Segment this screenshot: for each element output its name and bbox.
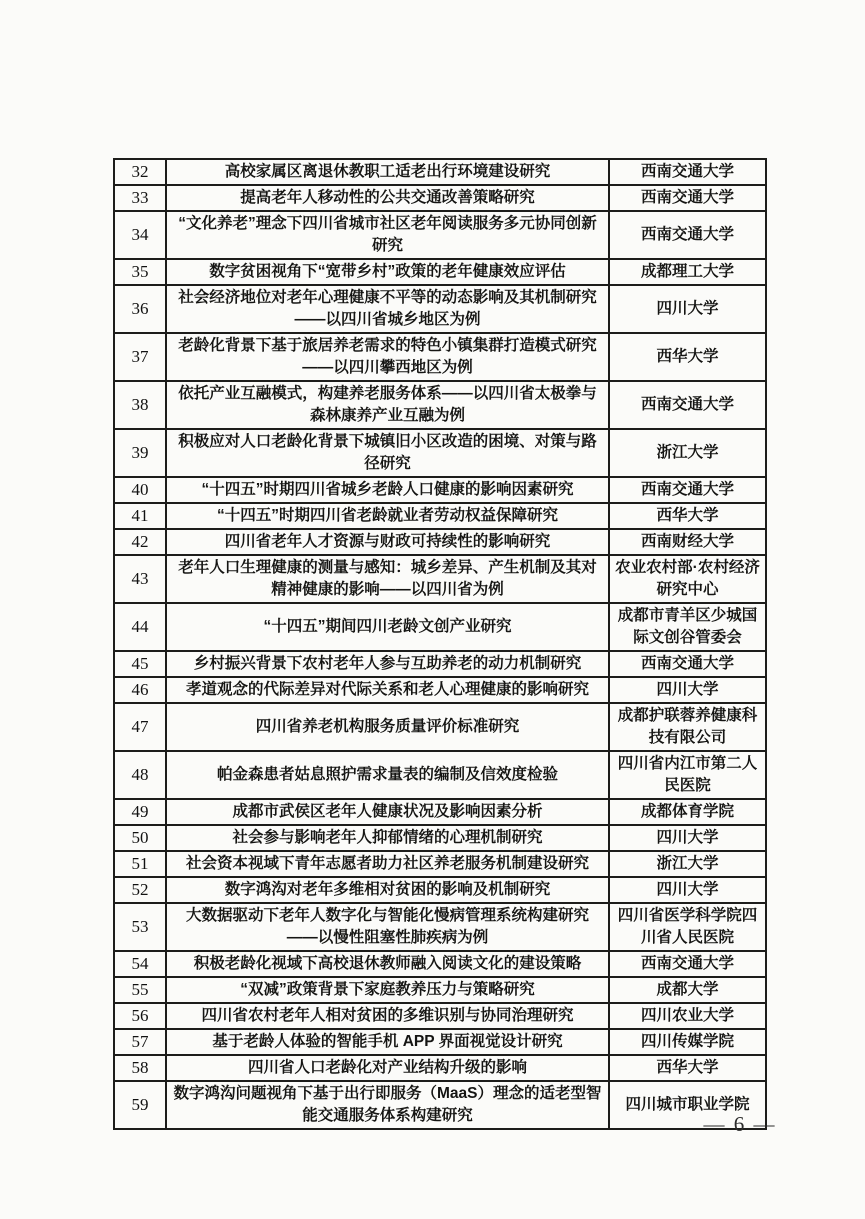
row-number-cell: 57 xyxy=(114,1029,166,1055)
institution-cell: 四川传媒学院 xyxy=(609,1029,766,1055)
institution-cell: 四川大学 xyxy=(609,825,766,851)
table-row xyxy=(114,477,766,503)
row-number-cell: 40 xyxy=(114,477,166,503)
project-title-cell: 四川省人口老龄化对产业结构升级的影响 xyxy=(166,1055,609,1081)
project-title-cell: 老龄化背景下基于旅居养老需求的特色小镇集群打造模式研究——以四川攀西地区为例 xyxy=(166,333,609,381)
project-title-cell: 孝道观念的代际差异对代际关系和老人心理健康的影响研究 xyxy=(166,677,609,703)
row-number-cell: 53 xyxy=(114,903,166,951)
project-title-cell: 基于老龄人体验的智能手机 APP 界面视觉设计研究 xyxy=(166,1029,609,1055)
table-row xyxy=(114,703,766,751)
row-number-cell: 50 xyxy=(114,825,166,851)
institution-cell: 四川省内江市第二人民医院 xyxy=(609,751,766,799)
row-number-cell: 37 xyxy=(114,333,166,381)
project-title-cell: “文化养老”理念下四川省城市社区老年阅读服务多元协同创新研究 xyxy=(166,211,609,259)
project-title-cell: 社会经济地位对老年心理健康不平等的动态影响及其机制研究——以四川省城乡地区为例 xyxy=(166,285,609,333)
table-row xyxy=(114,159,766,185)
institution-cell: 成都理工大学 xyxy=(609,259,766,285)
institution-cell: 四川省医学科学院四川省人民医院 xyxy=(609,903,766,951)
row-number-cell: 46 xyxy=(114,677,166,703)
row-number-cell: 54 xyxy=(114,951,166,977)
row-number-cell: 52 xyxy=(114,877,166,903)
table-row xyxy=(114,555,766,603)
row-number-cell: 35 xyxy=(114,259,166,285)
row-number-cell: 41 xyxy=(114,503,166,529)
row-number-cell: 43 xyxy=(114,555,166,603)
institution-cell: 西华大学 xyxy=(609,1055,766,1081)
row-number-cell: 32 xyxy=(114,159,166,185)
project-title-cell: 积极应对人口老龄化背景下城镇旧小区改造的困境、对策与路径研究 xyxy=(166,429,609,477)
institution-cell: 西南交通大学 xyxy=(609,951,766,977)
table-row xyxy=(114,1029,766,1055)
project-title-cell: 成都市武侯区老年人健康状况及影响因素分析 xyxy=(166,799,609,825)
institution-cell: 成都市青羊区少城国际文创谷管委会 xyxy=(609,603,766,651)
table-row xyxy=(114,529,766,555)
table-row xyxy=(114,1055,766,1081)
institution-cell: 农业农村部·农村经济研究中心 xyxy=(609,555,766,603)
project-title-cell: 社会参与影响老年人抑郁情绪的心理机制研究 xyxy=(166,825,609,851)
project-title-cell: 帕金森患者姑息照护需求量表的编制及信效度检验 xyxy=(166,751,609,799)
row-number-cell: 45 xyxy=(114,651,166,677)
row-number-cell: 56 xyxy=(114,1003,166,1029)
institution-cell: 西南交通大学 xyxy=(609,477,766,503)
project-title-cell: “十四五”期间四川老龄文创产业研究 xyxy=(166,603,609,651)
project-title-cell: 提高老年人移动性的公共交通改善策略研究 xyxy=(166,185,609,211)
row-number-cell: 55 xyxy=(114,977,166,1003)
table-row xyxy=(114,603,766,651)
institution-cell: 西南交通大学 xyxy=(609,211,766,259)
table-row xyxy=(114,211,766,259)
project-title-cell: 数字鸿沟对老年多维相对贫困的影响及机制研究 xyxy=(166,877,609,903)
table-row xyxy=(114,903,766,951)
project-title-cell: 依托产业互融模式，构建养老服务体系——以四川省太极拳与森林康养产业互融为例 xyxy=(166,381,609,429)
project-title-cell: 数字贫困视角下“宽带乡村”政策的老年健康效应评估 xyxy=(166,259,609,285)
institution-cell: 四川大学 xyxy=(609,677,766,703)
institution-cell: 浙江大学 xyxy=(609,429,766,477)
project-title-cell: “十四五”时期四川省老龄就业者劳动权益保障研究 xyxy=(166,503,609,529)
table-row xyxy=(114,429,766,477)
row-number-cell: 51 xyxy=(114,851,166,877)
table-row xyxy=(114,677,766,703)
table-row xyxy=(114,285,766,333)
row-number-cell: 36 xyxy=(114,285,166,333)
row-number-cell: 34 xyxy=(114,211,166,259)
project-title-cell: 积极老龄化视域下高校退休教师融入阅读文化的建设策略 xyxy=(166,951,609,977)
row-number-cell: 42 xyxy=(114,529,166,555)
row-number-cell: 44 xyxy=(114,603,166,651)
row-number-cell: 33 xyxy=(114,185,166,211)
project-title-cell: 高校家属区离退休教职工适老出行环境建设研究 xyxy=(166,159,609,185)
table-row xyxy=(114,877,766,903)
institution-cell: 西南交通大学 xyxy=(609,381,766,429)
row-number-cell: 59 xyxy=(114,1081,166,1129)
institution-cell: 四川农业大学 xyxy=(609,1003,766,1029)
row-number-cell: 49 xyxy=(114,799,166,825)
table-row xyxy=(114,381,766,429)
table-row xyxy=(114,651,766,677)
institution-cell: 成都体育学院 xyxy=(609,799,766,825)
row-number-cell: 58 xyxy=(114,1055,166,1081)
row-number-cell: 38 xyxy=(114,381,166,429)
projects-table xyxy=(113,158,767,1130)
table-row xyxy=(114,259,766,285)
table-row xyxy=(114,333,766,381)
institution-cell: 西南交通大学 xyxy=(609,185,766,211)
project-title-cell: “十四五”时期四川省城乡老龄人口健康的影响因素研究 xyxy=(166,477,609,503)
project-title-cell: 社会资本视域下青年志愿者助力社区养老服务机制建设研究 xyxy=(166,851,609,877)
institution-cell: 成都护联蓉养健康科技有限公司 xyxy=(609,703,766,751)
institution-cell: 西南交通大学 xyxy=(609,651,766,677)
institution-cell: 四川大学 xyxy=(609,877,766,903)
project-title-cell: 数字鸿沟问题视角下基于出行即服务（MaaS）理念的适老型智能交通服务体系构建研究 xyxy=(166,1081,609,1129)
project-title-cell: 四川省老年人才资源与财政可持续性的影响研究 xyxy=(166,529,609,555)
table-row xyxy=(114,185,766,211)
table-row xyxy=(114,1003,766,1029)
row-number-cell: 39 xyxy=(114,429,166,477)
table-row xyxy=(114,977,766,1003)
project-title-cell: 乡村振兴背景下农村老年人参与互助养老的动力机制研究 xyxy=(166,651,609,677)
table-row xyxy=(114,799,766,825)
institution-cell: 浙江大学 xyxy=(609,851,766,877)
table-row xyxy=(114,503,766,529)
table-row xyxy=(114,751,766,799)
project-title-cell: 四川省农村老年人相对贫困的多维识别与协同治理研究 xyxy=(166,1003,609,1029)
table-row xyxy=(114,1081,766,1129)
row-number-cell: 48 xyxy=(114,751,166,799)
table-row xyxy=(114,825,766,851)
page-number: — 6 — xyxy=(703,1112,777,1136)
institution-cell: 西华大学 xyxy=(609,333,766,381)
institution-cell: 西南财经大学 xyxy=(609,529,766,555)
project-title-cell: 四川省养老机构服务质量评价标准研究 xyxy=(166,703,609,751)
table-row xyxy=(114,951,766,977)
institution-cell: 西华大学 xyxy=(609,503,766,529)
institution-cell: 四川大学 xyxy=(609,285,766,333)
row-number-cell: 47 xyxy=(114,703,166,751)
project-title-cell: “双减”政策背景下家庭教养压力与策略研究 xyxy=(166,977,609,1003)
institution-cell: 成都大学 xyxy=(609,977,766,1003)
project-title-cell: 大数据驱动下老年人数字化与智能化慢病管理系统构建研究——以慢性阻塞性肺疾病为例 xyxy=(166,903,609,951)
institution-cell: 西南交通大学 xyxy=(609,159,766,185)
table-row xyxy=(114,851,766,877)
projects-table-body xyxy=(114,159,766,1129)
institution-cell: 四川城市职业学院 xyxy=(609,1081,766,1129)
project-title-cell: 老年人口生理健康的测量与感知：城乡差异、产生机制及其对精神健康的影响——以四川省为例 xyxy=(166,555,609,603)
